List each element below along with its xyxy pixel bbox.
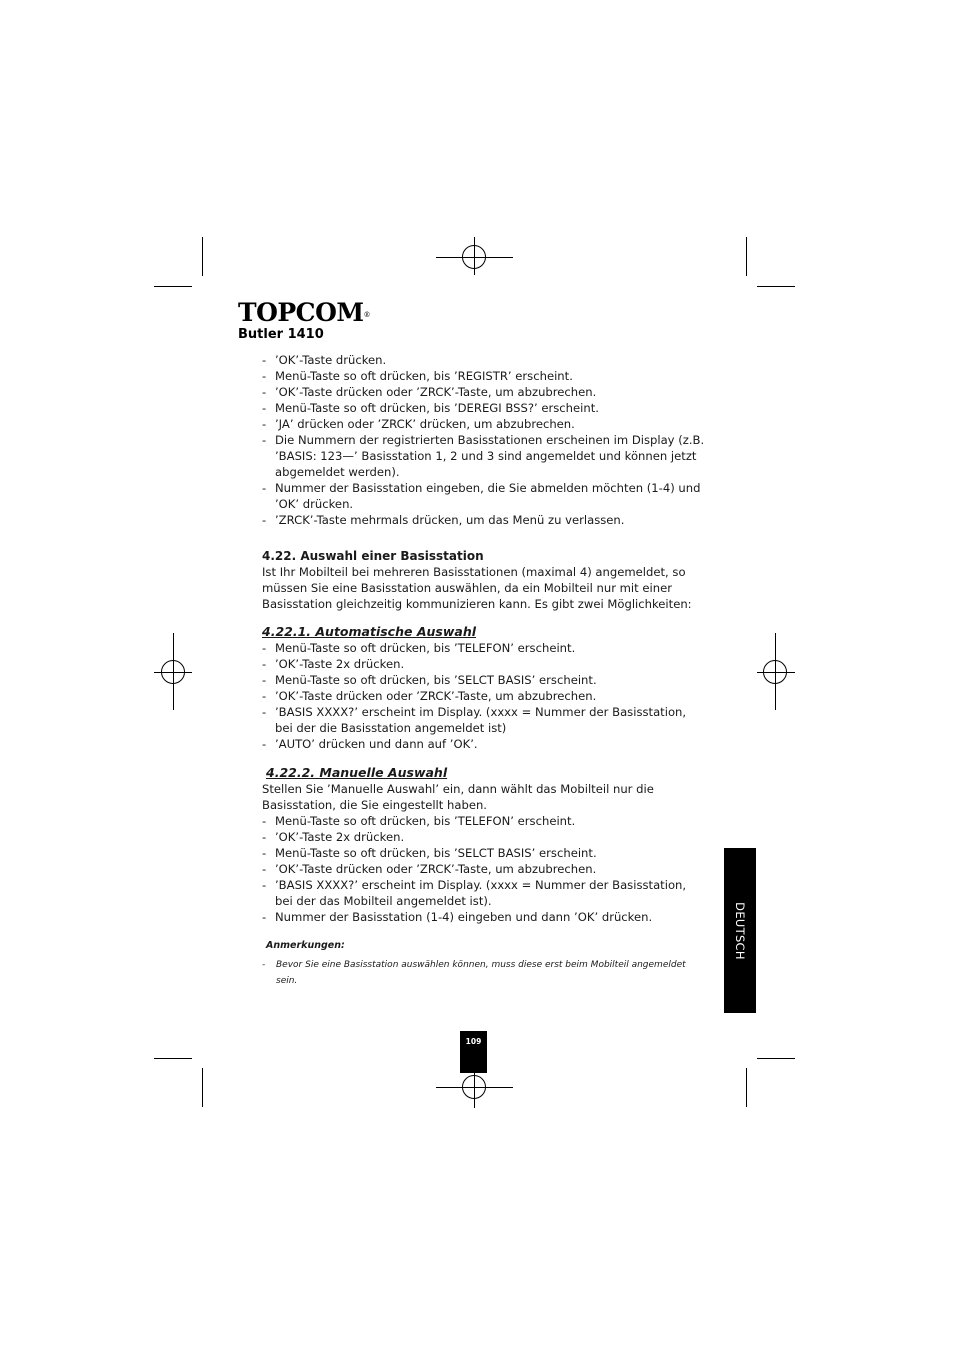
crop-mark [746, 237, 747, 276]
language-tab-label: DEUTSCH [733, 901, 747, 960]
list-item: - ’BASIS XXXX?’ erscheint im Display. (xxxx = Nummer der Basisstation, bei der das Mobilteil angemeldet ist). [262, 877, 707, 909]
list-item: - ’OK’-Taste drücken. [262, 352, 707, 368]
page-number: 109 [465, 1037, 482, 1046]
note-item: - Bevor Sie eine Basisstation auswählen können, muss diese erst beim Mobilteil angemeldet sein. [262, 957, 707, 989]
list-item: - ’OK’-Taste drücken oder ’ZRCK’-Taste, um abzubrechen. [262, 384, 707, 400]
list-item: - ’BASIS XXXX?’ erscheint im Display. (xxxx = Nummer der Basisstation, bei der die Basisstation angemeldet ist) [262, 704, 707, 736]
list-item: - Menü-Taste so oft drücken, bis ’REGISTR’ erscheint. [262, 368, 707, 384]
list-item: - ’ZRCK’-Taste mehrmals drücken, um das Menü zu verlassen. [262, 512, 707, 528]
list-item: - ’OK’-Taste 2x drücken. [262, 829, 707, 845]
list-item: - Menü-Taste so oft drücken, bis ’TELEFON’ erscheint. [262, 813, 707, 829]
auto-heading: 4.22.1. Automatische Auswahl [262, 624, 477, 639]
list-item: - Menü-Taste so oft drücken, bis ’SELCT BASIS’ erscheint. [262, 845, 707, 861]
page-content [262, 352, 707, 989]
page-number-box [460, 1031, 487, 1073]
list-item: - ’OK’-Taste drücken oder ’ZRCK’-Taste, um abzubrechen. [262, 861, 707, 877]
registration-circle [462, 245, 486, 269]
crop-mark [757, 286, 795, 287]
logo-brand [238, 300, 370, 326]
logo-model: Butler 1410 [238, 327, 324, 342]
crop-mark [757, 1058, 795, 1059]
crop-mark [202, 1068, 203, 1107]
list-item: - ’AUTO’ drücken und dann auf ’OK’. [262, 736, 707, 752]
manual-heading: 4.22.2. Manuelle Auswahl [266, 765, 448, 780]
list-item: - ’OK’-Taste 2x drücken. [262, 656, 707, 672]
language-tab [724, 848, 756, 1013]
registration-circle [161, 660, 185, 684]
section-heading: 4.22. Auswahl einer Basisstation [262, 549, 484, 563]
registration-circle [763, 660, 787, 684]
list-item: - Die Nummern der registrierten Basisstationen erscheinen im Display (z.B. ’BASIS: 123—’ Basisstation 1, 2 und 3 sind angemeldet und können jetzt abgemeldet werden). [262, 432, 707, 480]
notes-list [262, 957, 707, 989]
crop-mark [154, 1058, 192, 1059]
list-item: - Menü-Taste so oft drücken, bis ’TELEFON’ erscheint. [262, 640, 707, 656]
registration-circle [462, 1075, 486, 1099]
intro-steps [262, 352, 707, 528]
list-item: - ’OK’-Taste drücken oder ’ZRCK’-Taste, um abzubrechen. [262, 688, 707, 704]
list-item: - Menü-Taste so oft drücken, bis ’SELCT BASIS’ erscheint. [262, 672, 707, 688]
manual-paragraph: Stellen Sie ’Manuelle Auswahl’ ein, dann wählt das Mobilteil nur die Basisstation, die Sie eingestellt haben. [262, 782, 654, 812]
logo-brand-text: TOPCOM [238, 298, 364, 327]
list-item: - Nummer der Basisstation (1-4) eingeben und dann ’OK’ drücken. [262, 909, 707, 925]
auto-steps [262, 640, 707, 752]
list-item: - Nummer der Basisstation eingeben, die Sie abmelden möchten (1-4) und ’OK’ drücken. [262, 480, 707, 512]
manual-steps [262, 813, 707, 925]
crop-mark [202, 237, 203, 276]
crop-mark [154, 286, 192, 287]
notes-heading: Anmerkungen: [266, 940, 345, 951]
list-item: - ’JA’ drücken oder ’ZRCK’ drücken, um abzubrechen. [262, 416, 707, 432]
list-item: - Menü-Taste so oft drücken, bis ’DEREGI BSS?’ erscheint. [262, 400, 707, 416]
section-paragraph: Ist Ihr Mobilteil bei mehreren Basisstationen (maximal 4) angemeldet, so müssen Sie eine Basisstation auswählen, da ein Mobilteil nur mit einer Basisstation gleichzeitig kommunizieren kann. Es gibt zwei Möglichkeiten: [262, 565, 692, 611]
topcom-logo [238, 300, 370, 342]
registered-mark: ® [363, 311, 371, 319]
crop-mark [746, 1068, 747, 1107]
